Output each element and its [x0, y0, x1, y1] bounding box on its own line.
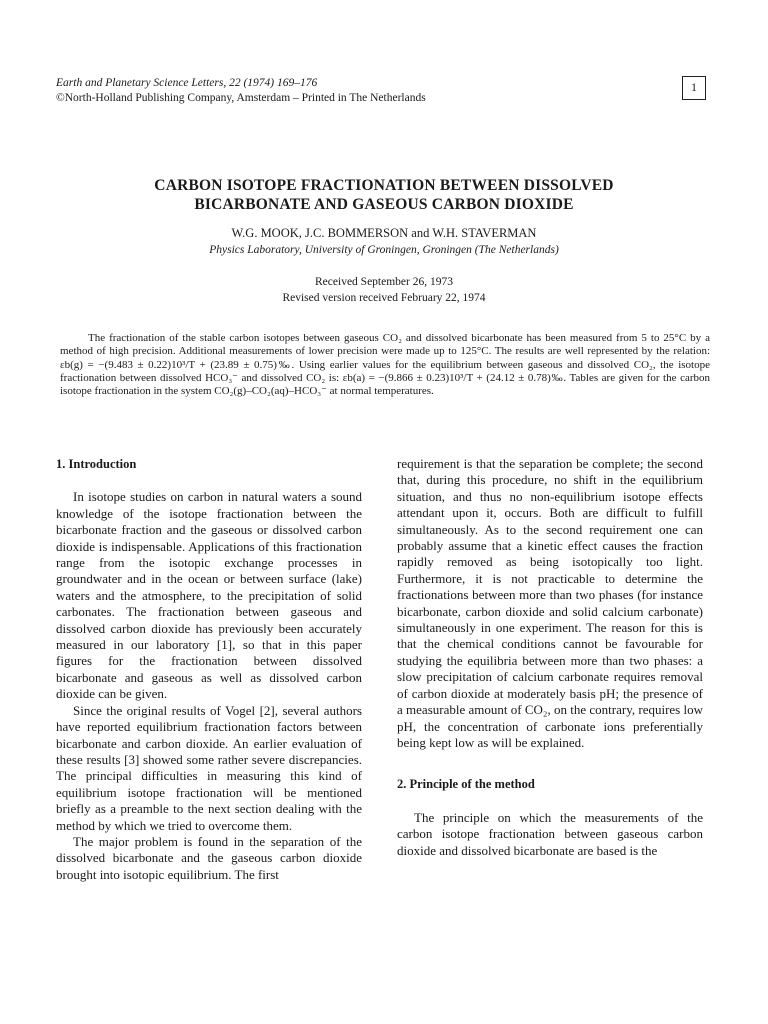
- journal-header: [56, 76, 426, 106]
- section-heading-introduction: 1. Introduction: [56, 457, 137, 471]
- intro-paragraph-2: Since the original results of Vogel [2], several authors have reported equilibrium fractionation factors between bicarbonate and carbon dioxide. An earlier evaluation of these results [3] showed some rather severe discrepancies. The principal difficulties in measuring this kind of equilibrium isotope fractionation will be mentioned briefly as a preamble to the next section dealing with the method by which we tried to overcome them.: [56, 702, 362, 833]
- received-dates: [60, 275, 708, 306]
- received-date: Received September 26, 1973: [315, 276, 453, 288]
- journal-citation: Earth and Planetary Science Letters, 22 (1974) 169–176: [56, 77, 318, 89]
- abstract-text: The fractionation of the stable carbon isotopes between gaseous CO₂ and dissolved bicarbonate has been measured from 5 to 25°C by a method of high precision. Additional measurements of lower precision were made up to 125°C. The results are well represented by the relation: εb(g) = −(9.483 ± 0.22)10³/T + (23.89 ± 0.75)‰. Using earlier values for the equilibrium between gaseous and dissolved CO₂, the isotope fractionation between dissolved HCO₃⁻ and dissolved CO₂ is: εb(a) = −(9.866 ± 0.23)10³/T + (24.12 ± 0.78)‰. Tables are given for the carbon isotope fractionation in the system CO₂(g)–CO₂(aq)–HCO₃⁻ at normal temperatures.: [60, 332, 710, 398]
- principle-paragraph-1: The principle on which the measurements of the carbon isotope fractionation between gaseous carbon dioxide and dissolved bicarbonate are based is the: [397, 809, 703, 858]
- intro-paragraph-3: The major problem is found in the separation of the dissolved bicarbonate and the gaseous carbon dioxide brought into isotopic equilibrium. The first: [56, 833, 362, 882]
- paper-title: [60, 176, 708, 214]
- left-column: [56, 456, 362, 883]
- intro-paragraph-3-continued: requirement is that the separation be complete; the second that, during this procedure, no shift in the equilibrium situation, and thus no non-equilibrium isotope effects attendant upon it, occurs. Both are difficult to fulfill simultaneously. As to the second requirement one can probably assume that a kinetic effect causes the fraction rapidly removed as being isotopically too light. Furthermore, it is not practicable to determine the fractionations between more than two phases (for instance bicarbonate, carbon dioxide and solid calcium carbonate) simultaneously in one experiment. The reason for this is that the chemical conditions cannot be favourable for studying the equilibria between more than two phases: a slow precipitation of calcium carbonate requires removal of carbon dioxide at moderately basis pH; the presence of a measurable amount of CO₂, on the contrary, requires low pH, the concentration of carbonate ions preferentially being kept low as will be explained.: [397, 456, 703, 750]
- intro-paragraph-1: In isotope studies on carbon in natural waters a sound knowledge of the isotope fractionation between the bicarbonate fraction and the gaseous or dissolved carbon dioxide is indispensable. Applications of this fractionation range from the isotopic exchange processes in groundwater and in the ocean or between surface (lake) waters and the atmosphere, to the precipitation of solid carbonates. The fractionation between gaseous and dissolved carbon dioxide has previously been accurately measured in our laboratory [1], so that in this paper figures for the fractionation between dissolved bicarbonate and gaseous as well as dissolved carbon dioxide can be given.: [56, 489, 362, 702]
- revised-date: Revised version received February 22, 1974: [282, 291, 486, 304]
- abstract: [60, 332, 710, 398]
- page-number-box: 1: [682, 76, 706, 100]
- authors: W.G. MOOK, J.C. BOMMERSON and W.H. STAVERMAN: [231, 226, 537, 240]
- section-heading-principle: 2. Principle of the method: [397, 777, 535, 792]
- title-line-1: CARBON ISOTOPE FRACTIONATION BETWEEN DISSOLVED: [154, 177, 614, 194]
- right-column: [397, 456, 703, 859]
- publisher-line: ©North-Holland Publishing Company, Amsterdam – Printed in The Netherlands: [56, 92, 426, 104]
- title-line-2: BICARBONATE AND GASEOUS CARBON DIOXIDE: [194, 196, 574, 213]
- affiliation: Physics Laboratory, University of Groningen, Groningen (The Netherlands): [209, 244, 559, 256]
